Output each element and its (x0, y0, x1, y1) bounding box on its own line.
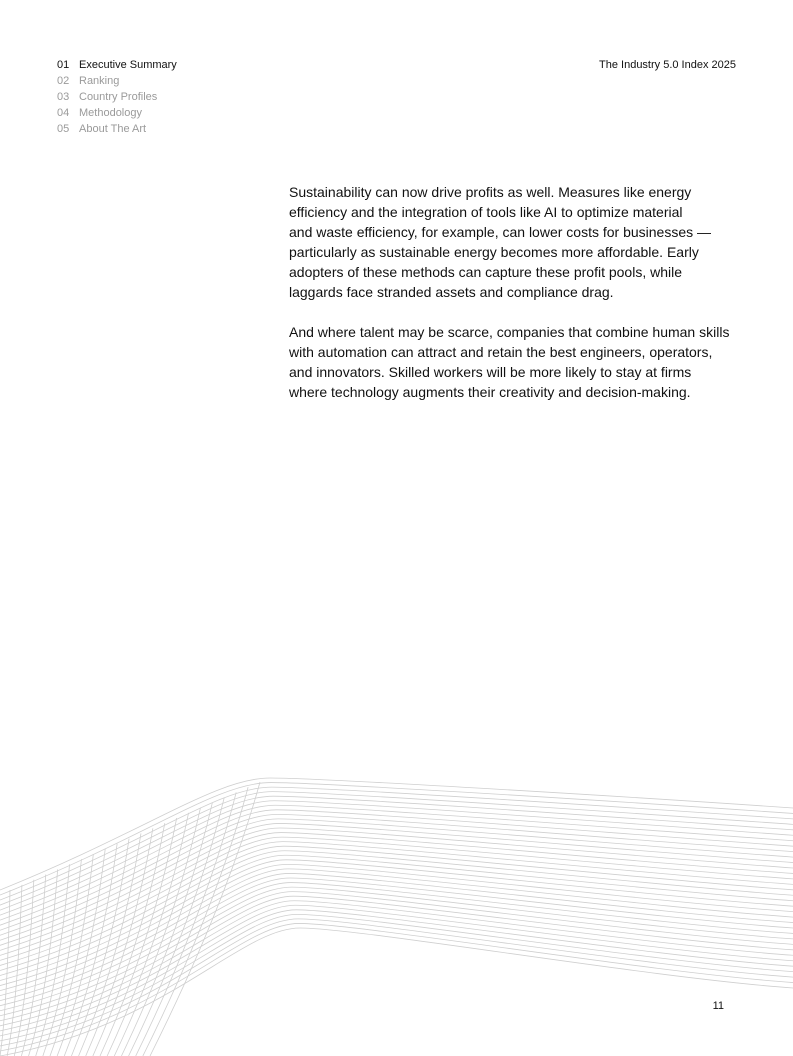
toc-item-label: Country Profiles (79, 91, 158, 103)
toc-item-number: 02 (57, 75, 70, 87)
toc-item-label: Methodology (79, 107, 142, 119)
toc-item-number: 05 (57, 123, 70, 135)
table-of-contents (57, 57, 177, 137)
toc-item-label: About The Art (79, 123, 147, 135)
toc-item-label: Ranking (79, 75, 120, 87)
report-title: The Industry 5.0 Index 2025 (599, 59, 736, 71)
toc-item-methodology[interactable] (57, 105, 177, 121)
toc-item-label: Executive Summary (79, 59, 177, 71)
toc-item-about-the-art[interactable] (57, 121, 177, 137)
wave-line (0, 787, 793, 900)
wave-line (0, 923, 793, 1051)
wave-mesh-line (86, 828, 153, 1056)
toc-item-number: 04 (57, 107, 70, 119)
wave-line (0, 783, 793, 895)
body-text (289, 182, 749, 422)
toc-item-number: 01 (57, 59, 70, 71)
toc-item-number: 03 (57, 91, 70, 103)
decorative-wave-lines (0, 760, 793, 1056)
page-number: 11 (712, 1000, 724, 1012)
body-paragraph-2: And where talent may be scarce, companies that combine human skills with automation can attract and retain the best engineers, operators, and innovators. Skilled workers will be more likely to stay at firms where technology augments their creativity and decision-making. (289, 324, 730, 400)
wave-mesh-line (107, 813, 188, 1056)
toc-item-executive-summary[interactable] (57, 57, 177, 73)
wave-mesh-line (150, 782, 260, 1056)
toc-item-ranking[interactable] (57, 73, 177, 89)
wave-line (0, 810, 793, 925)
toc-item-country-profiles[interactable] (57, 89, 177, 105)
body-paragraph-1: Sustainability can now drive profits as well. Measures like energy efficiency and the integration of tools like AI to optimize material and waste efficiency, for example, can lower costs for businesses — particularly as sustainable energy becomes more affordable. Early adopters of these methods can capture these profit pools, while laggards face stranded assets and compliance drag. (289, 184, 712, 300)
